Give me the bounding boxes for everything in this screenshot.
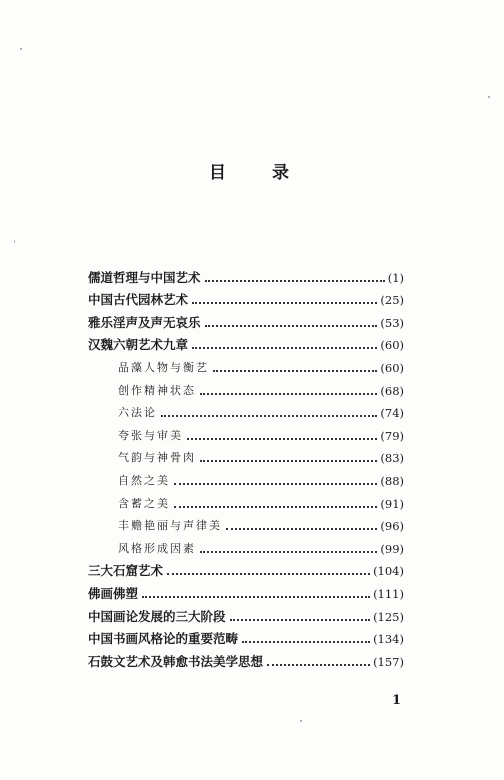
toc-entry-page: (68) [380,383,404,398]
toc-entry-title: 含蓄之美 [118,496,170,510]
toc-entry [88,262,404,285]
toc-entry-title: 石鼓文艺术及韩愈书法美学思想 [88,653,264,669]
toc-entry-title: 佛画佛塑 [88,585,139,601]
toc-entry-page: (83) [380,451,404,466]
toc-entry-page: (79) [380,428,404,443]
toc-entry-title: 气韵与神骨肉 [118,451,196,465]
toc-entry-title: 创作精神状态 [118,383,196,397]
toc-entry-title: 汉魏六朝艺术九章 [88,337,189,353]
toc-entry [88,443,404,466]
toc-entry-page: (88) [380,473,404,488]
toc-entry-title: 夸张与审美 [118,428,183,442]
toc-entry-title: 自然之美 [118,473,170,487]
dot-leader [174,483,377,485]
scan-speck [300,720,302,722]
toc-entry-page: (1) [387,270,404,285]
dot-leader [187,438,377,440]
table-of-contents [88,262,404,669]
dot-leader [230,619,371,621]
dot-leader [200,393,377,395]
toc-entry-title: 六法论 [118,406,157,420]
toc-entry-page: (157) [373,654,404,669]
toc-entry [88,398,404,421]
toc-entry [88,285,404,308]
toc-entry [88,465,404,488]
scan-speck [488,96,490,98]
toc-entry-page: (60) [380,338,404,353]
toc-entry [88,646,404,669]
dot-leader [200,551,377,553]
toc-entry-page: (125) [373,609,404,624]
dot-leader [161,415,377,417]
toc-entry [88,578,404,601]
toc-entry [88,375,404,398]
page-number: 1 [392,693,402,708]
page-title: 目 录 [209,163,309,183]
dot-leader [226,528,377,530]
toc-entry-page: (74) [380,406,404,421]
toc-entry-title: 品藻人物与衡艺 [118,360,209,374]
toc-entry-page: (53) [380,315,404,330]
toc-entry-title: 中国画论发展的三大阶段 [88,608,226,624]
dot-leader [192,347,377,349]
toc-entry-page: (25) [380,293,404,308]
dot-leader [205,325,378,327]
toc-entry-page: (111) [373,586,404,601]
toc-entry [88,624,404,647]
toc-entry-title: 中国古代园林艺术 [88,292,189,308]
toc-entry-title: 中国书画风格论的重要范畴 [88,631,239,647]
toc-entry [88,307,404,330]
dot-leader [213,370,377,372]
dot-leader [174,506,377,508]
dot-leader [205,280,385,282]
toc-entry-title: 儒道哲理与中国艺术 [88,269,201,285]
dot-leader [200,460,377,462]
toc-entry [88,488,404,511]
toc-entry [88,556,404,579]
toc-entry-title: 丰赡艳丽与声律美 [118,519,222,533]
toc-entry-page: (60) [380,360,404,375]
toc-entry-page: (96) [380,519,404,534]
scan-speck [14,240,15,243]
toc-entry-page: (99) [380,541,404,556]
toc-entry [88,601,404,624]
toc-entry-title: 风格形成因素 [118,541,196,555]
toc-entry [88,330,404,353]
toc-entry-title: 雅乐淫声及声无哀乐 [88,314,201,330]
dot-leader [167,573,370,575]
toc-entry-page: (104) [373,564,404,579]
toc-entry-page: (134) [373,632,404,647]
scan-speck [20,48,22,50]
toc-entry [88,533,404,556]
dot-leader [142,596,370,598]
toc-entry-title: 三大石窟艺术 [88,563,164,579]
toc-entry [88,352,404,375]
dot-leader [267,664,370,666]
dot-leader [242,641,370,643]
toc-entry [88,511,404,534]
dot-leader [192,302,377,304]
toc-entry [88,420,404,443]
toc-entry-page: (91) [380,496,404,511]
